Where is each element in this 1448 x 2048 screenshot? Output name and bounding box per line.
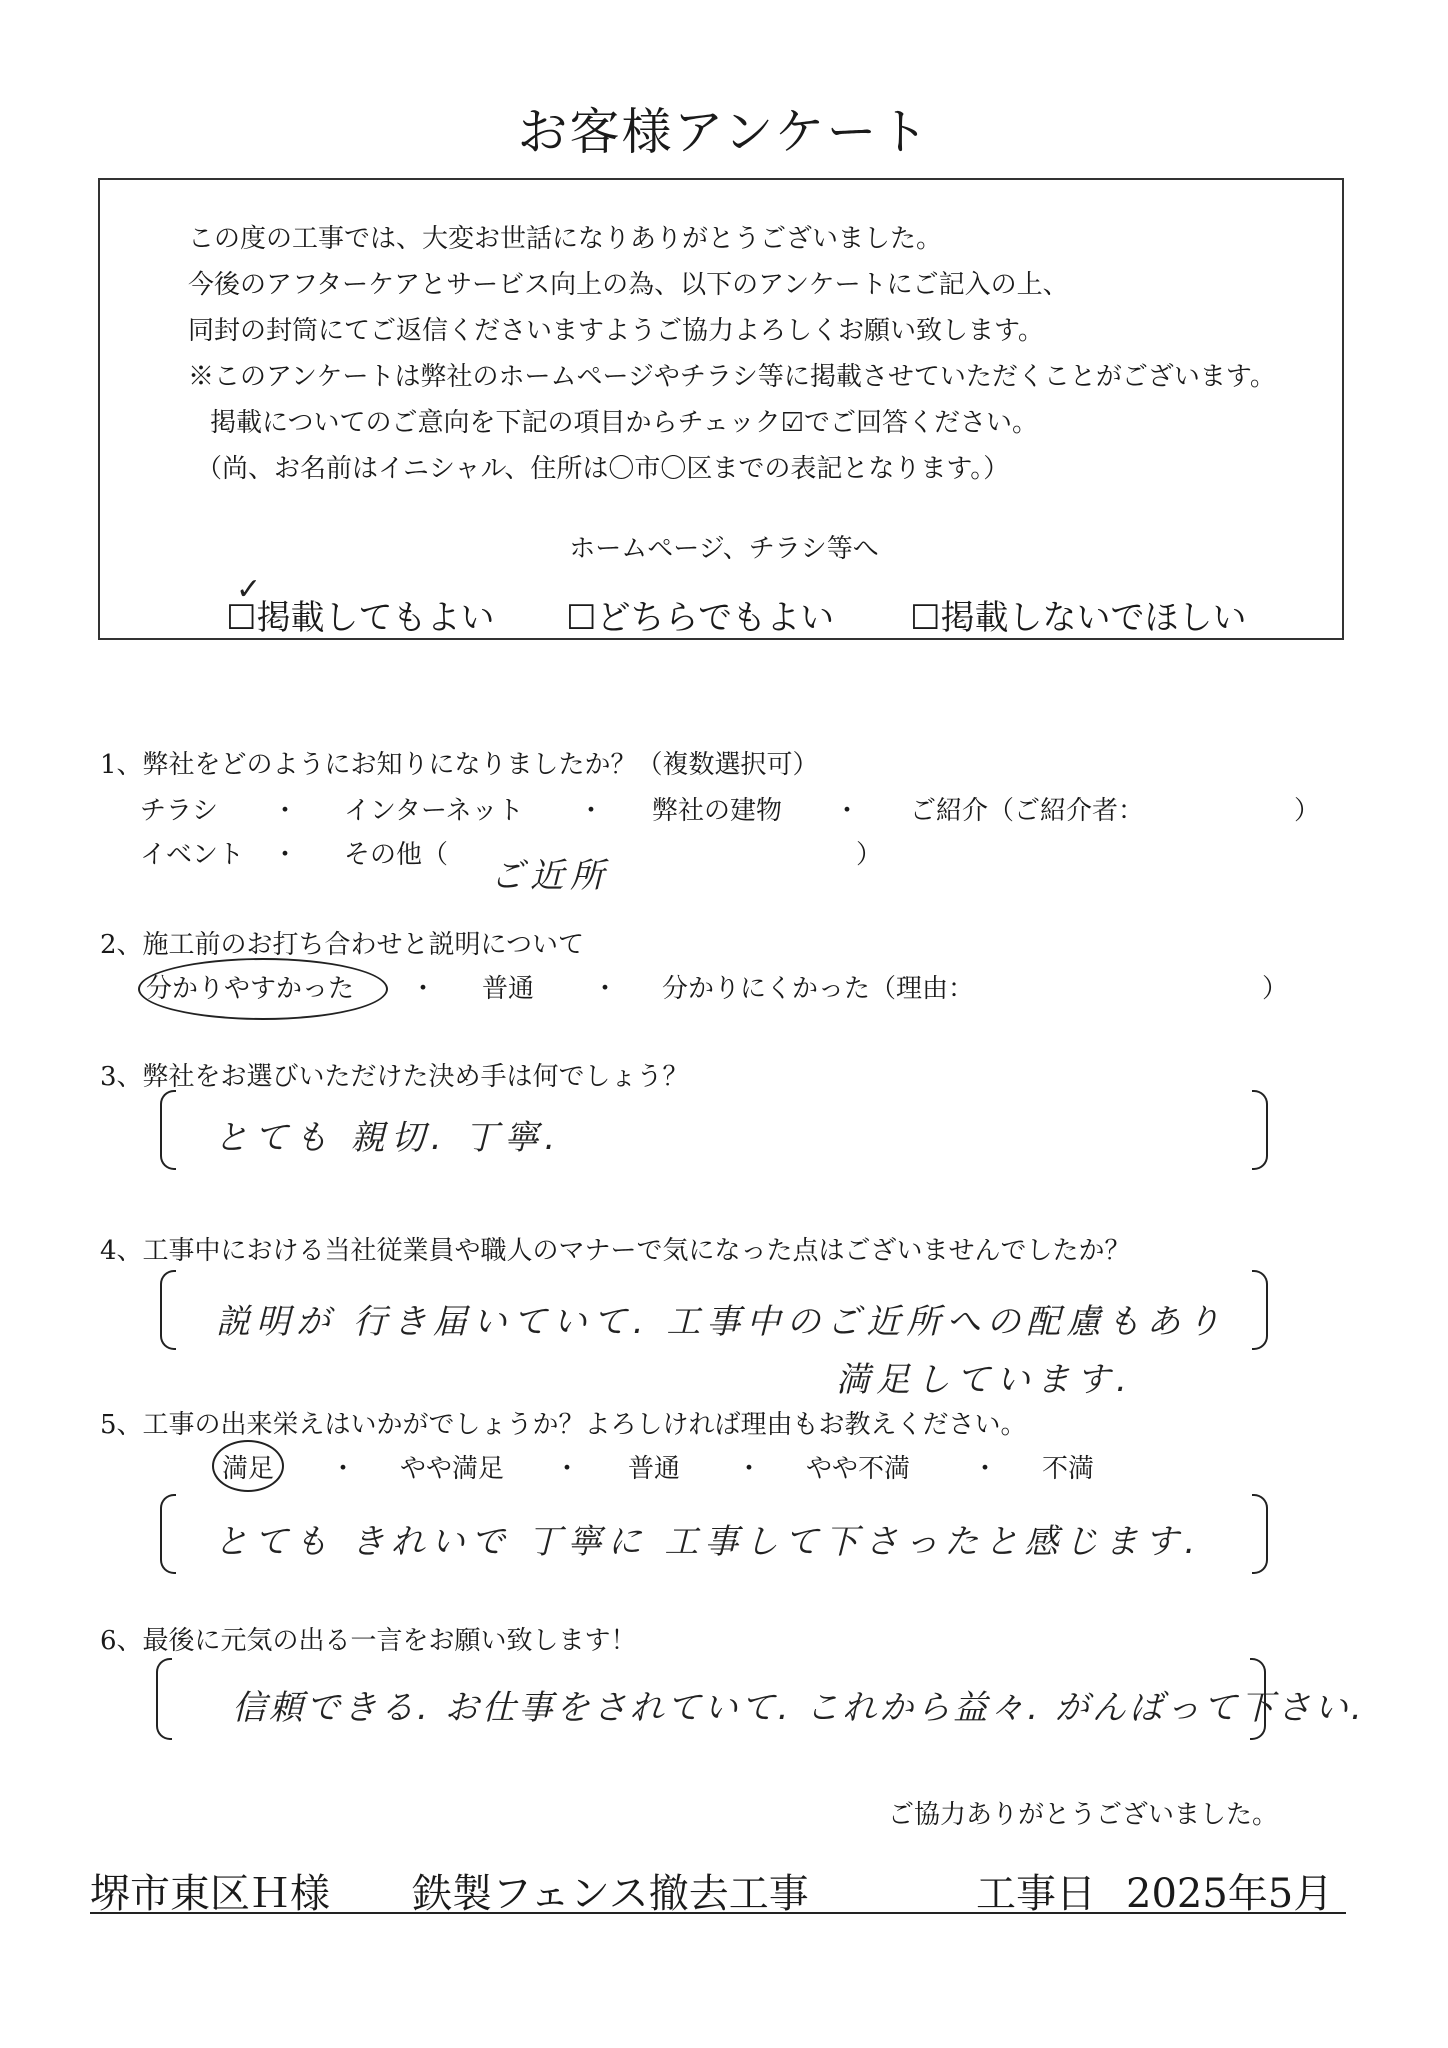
q2-option[interactable]: 分かりにくかった（理由：: [662, 974, 975, 1004]
consent-option-label: 掲載しないでほしい: [940, 598, 1247, 638]
question-2: 2、施工前のお打ち合わせと説明について: [100, 930, 585, 960]
footer-underline: [90, 1912, 1346, 1914]
intro-line: 同封の封筒にてご返信くださいますようご協力よろしくお願い致します。: [188, 316, 1044, 346]
separator: ・: [578, 796, 605, 826]
q1-option[interactable]: 弊社の建物: [652, 796, 783, 826]
consent-option-deny[interactable]: [910, 590, 1246, 639]
consent-option-allow[interactable]: [226, 590, 494, 639]
footer-project: 鉄製フェンス撤去工事: [412, 1871, 809, 1917]
check-mark-icon: ✓: [236, 572, 262, 607]
intro-line: この度の工事では、大変お世話になりありがとうございました。: [188, 224, 943, 254]
q1-option[interactable]: インターネット: [344, 796, 524, 826]
checkbox[interactable]: ☐: [910, 598, 941, 638]
q2-option-selected[interactable]: 分かりやすかった: [146, 974, 355, 1004]
answer-bracket-right: [1252, 1090, 1268, 1170]
question-4: 4、工事中における当社従業員や職人のマナーで気になった点はございませんでしたか？: [100, 1236, 1131, 1266]
q5-option[interactable]: 普通: [628, 1454, 681, 1484]
answer-bracket-left: [156, 1658, 172, 1740]
q5-option[interactable]: 不満: [1042, 1454, 1095, 1484]
q1-option[interactable]: ご紹介（ご紹介者：: [910, 796, 1145, 826]
intro-line: 掲載についてのご意向を下記の項目からチェック☑でご回答ください。: [210, 408, 1039, 438]
answer-bracket-right: [1252, 1494, 1268, 1574]
q5-handwritten-answer[interactable]: とても きれいで 丁寧に 工事して下さったと感じます.: [214, 1522, 1202, 1562]
footer-date-value: 2025年5月: [1126, 1871, 1334, 1917]
q1-handwritten-answer: ご近所: [490, 856, 610, 896]
separator: ・: [592, 974, 619, 1004]
consent-option-label: 掲載してもよい: [256, 598, 495, 638]
question-3: 3、弊社をお選びいただけた決め手は何でしょう？: [100, 1062, 689, 1092]
answer-bracket-right: [1252, 1270, 1268, 1350]
close-paren: ）: [1262, 974, 1289, 1004]
checkbox[interactable]: ☐: [566, 598, 597, 638]
separator: ・: [272, 840, 299, 870]
question-6: 6、最後に元気の出る一言をお願い致します！: [100, 1626, 637, 1656]
question-5: 5、工事の出来栄えはいかがでしょうか？よろしければ理由もお教えください。: [100, 1410, 1027, 1440]
intro-line: ※このアンケートは弊社のホームページやチラシ等に掲載させていただくことがございます。: [188, 362, 1276, 392]
close-paren: ）: [1294, 796, 1321, 826]
consent-heading: ホームページ、チラシ等へ: [569, 534, 879, 564]
q1-option[interactable]: その他（: [344, 840, 449, 870]
q5-option[interactable]: やや不満: [806, 1454, 911, 1484]
q5-option[interactable]: やや満足: [400, 1454, 505, 1484]
footer-date-label: 工事日: [976, 1871, 1096, 1917]
footer-customer: 堺市東区Ｈ様: [90, 1871, 330, 1917]
separator: ・: [834, 796, 861, 826]
intro-line: 今後のアフターケアとサービス向上の為、以下のアンケートにご記入の上、: [188, 270, 1069, 300]
consent-option-label: どちらでもよい: [596, 598, 835, 638]
separator: ・: [272, 796, 299, 826]
separator: ・: [736, 1454, 763, 1484]
q4-handwritten-answer[interactable]: 説明が 行き届いていて. 工事中のご近所への配慮もあり: [216, 1302, 1227, 1342]
q3-handwritten-answer[interactable]: とても 親切. 丁寧.: [214, 1118, 562, 1158]
q1-option[interactable]: チラシ: [140, 796, 219, 826]
q5-option-selected[interactable]: 満足: [222, 1454, 275, 1484]
intro-line: （尚、お名前はイニシャル、住所は〇市〇区までの表記となります。）: [196, 454, 1010, 484]
answer-bracket-left: [160, 1090, 176, 1170]
q1-option[interactable]: イベント: [140, 840, 245, 870]
separator: ・: [330, 1454, 357, 1484]
checkbox-checked[interactable]: ☐: [226, 598, 257, 638]
q2-option[interactable]: 普通: [482, 974, 535, 1004]
question-1: 1、弊社をどのようにお知りになりましたか？（複数選択可）: [100, 750, 819, 780]
separator: ・: [972, 1454, 999, 1484]
page-title: お客様アンケート: [517, 103, 931, 161]
close-paren: ）: [856, 840, 883, 870]
q4-handwritten-answer-line2[interactable]: 満足しています.: [836, 1360, 1133, 1400]
answer-bracket-left: [160, 1270, 176, 1350]
separator: ・: [410, 974, 437, 1004]
consent-option-either[interactable]: [566, 590, 834, 639]
closing-thanks: ご協力ありがとうございました。: [888, 1800, 1279, 1830]
answer-bracket-left: [160, 1494, 176, 1574]
q6-handwritten-answer[interactable]: 信頼できる. お仕事をされていて. これから益々. がんばって下さい.: [232, 1688, 1365, 1728]
separator: ・: [554, 1454, 581, 1484]
